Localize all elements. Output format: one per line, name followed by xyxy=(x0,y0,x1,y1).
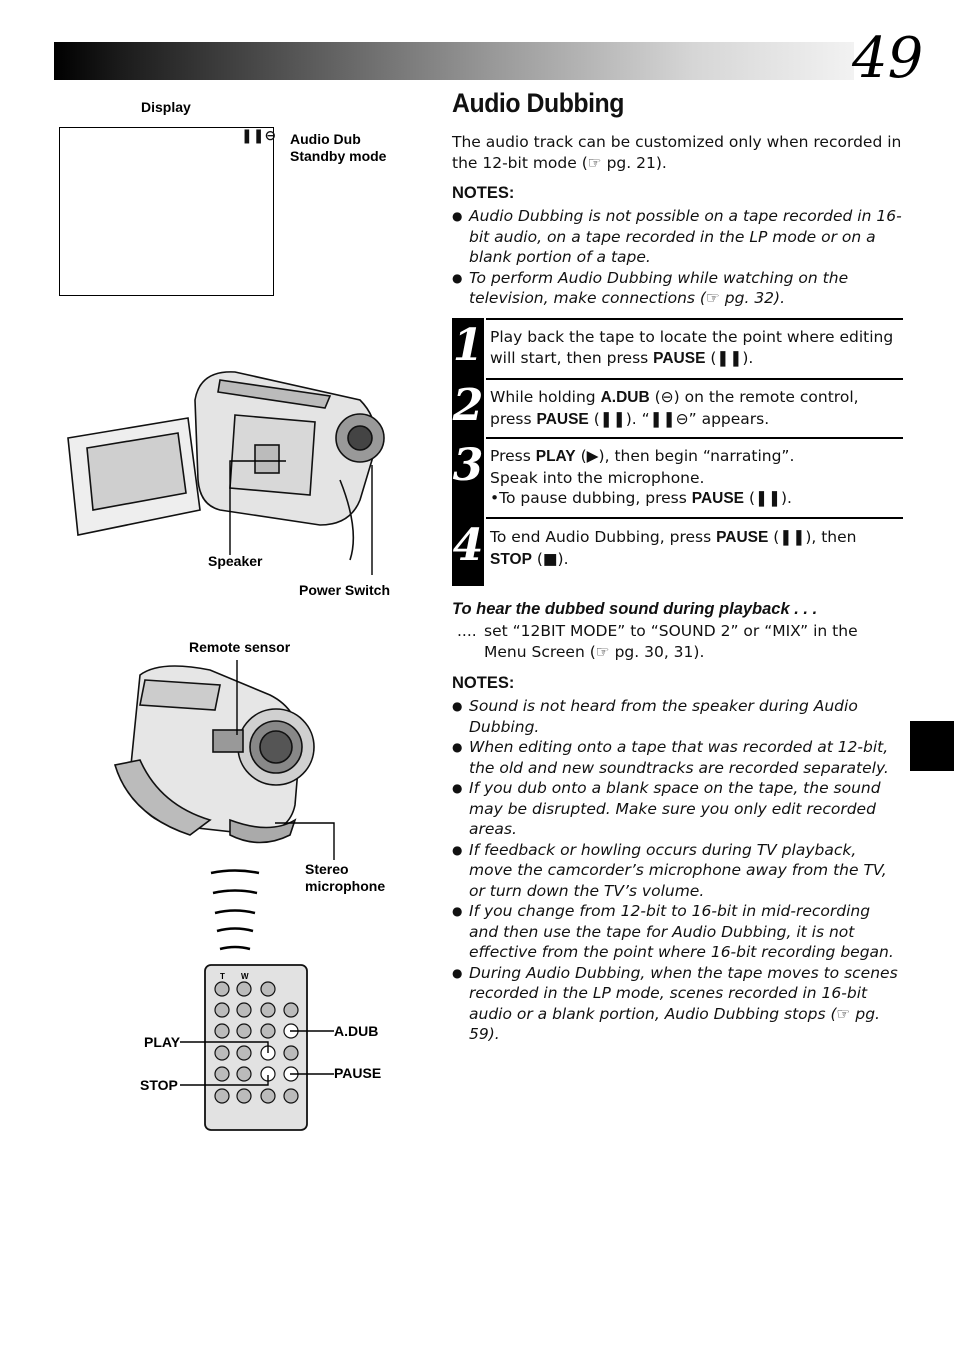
notes2-heading: NOTES: xyxy=(452,674,515,692)
display-screen xyxy=(59,127,277,296)
step-number: 1 xyxy=(452,320,484,371)
stereo-mic-label-line2: microphone xyxy=(305,878,386,894)
remote-callout-lines xyxy=(170,1025,340,1095)
speaker-label: Speaker xyxy=(208,553,263,569)
pause-label: PAUSE xyxy=(334,1065,382,1081)
intro-text: The audio track can be customized only when recorded in the 12-bit mode (☞ pg. 21). xyxy=(452,133,902,172)
note-item: ● During Audio Dubbing, when the tape moves to scenes recorded in the LP mode, scenes recorded in 16-bit audio or a blank portion, Audio Dubbing stops (☞ pg. 59). xyxy=(452,963,904,1045)
note-item: ● Audio Dubbing is not possible on a tape recorded in 16-bit audio, on a tape recorded in the LP mode or on a blank portion of a tape. xyxy=(452,206,902,268)
step-divider xyxy=(486,318,903,320)
notes2-list xyxy=(452,696,904,1045)
stop-label: STOP xyxy=(140,1077,178,1093)
note-item: ● If feedback or howling occurs during TV playback, move the camcorder’s microphone away from the TV, or turn down the TV’s volume. xyxy=(452,840,904,902)
audio-dub-standby-indicator-icon: ❚❚⊖ xyxy=(241,128,277,144)
notes-heading: NOTES: xyxy=(452,184,515,202)
remote-sensor-label: Remote sensor xyxy=(189,639,291,655)
stereo-mic-label-line1: Stereo xyxy=(305,861,349,877)
remote-w-label: W xyxy=(241,972,249,981)
hear-dots: .... xyxy=(457,622,477,640)
note-item: ● When editing onto a tape that was recorded at 12-bit, the old and new soundtracks are recorded separately. xyxy=(452,737,904,778)
hear-text: set “12BIT MODE” to “SOUND 2” or “MIX” in the Menu Screen (☞ pg. 30, 31). xyxy=(484,622,858,661)
header-gradient-bar xyxy=(54,42,854,80)
display-label: Display xyxy=(141,99,191,115)
notes-list xyxy=(452,206,902,309)
mode-label-line2: Standby mode xyxy=(290,148,387,164)
power-switch-label: Power Switch xyxy=(299,582,391,598)
note-item: ● Sound is not heard from the speaker during Audio Dubbing. xyxy=(452,696,904,737)
remote-t-label: T xyxy=(220,972,225,981)
step-number: 4 xyxy=(452,520,484,571)
note-item: ● To perform Audio Dubbing while watching on the television, make connections (☞ pg. 32). xyxy=(452,268,902,309)
camcorder-side-illustration xyxy=(60,360,400,575)
step-text: While holding A.DUB (⊖) on the remote control, press PAUSE (❚❚). “❚❚⊖” appears. xyxy=(490,388,859,428)
step-number: 2 xyxy=(452,380,484,431)
adub-label: A.DUB xyxy=(334,1023,379,1039)
step-divider xyxy=(486,437,903,439)
step-divider xyxy=(486,517,903,519)
note-item: ● If you dub onto a blank space on the tape, the sound may be disrupted. Make sure you only edit recorded areas. xyxy=(452,778,904,840)
step-number: 3 xyxy=(452,440,484,491)
mode-label-line1: Audio Dub xyxy=(290,131,361,147)
step-text: Press PLAY (▶), then begin “narrating”. Speak into the microphone. •To pause dubbing, press PAUSE (❚❚). xyxy=(490,447,795,507)
page-number: 49 xyxy=(852,26,924,91)
camcorder-front-illustration xyxy=(100,655,345,860)
step-text: Play back the tape to locate the point where editing will start, then press PAUSE (❚❚). xyxy=(490,328,894,367)
chapter-side-tab xyxy=(910,721,954,771)
note-item: ● If you change from 12-bit to 16-bit in mid-recording and then use the tape for Audio Dubbing, it is not effective from the point where 16-bit recording began. xyxy=(452,901,904,963)
section-title: Audio Dubbing xyxy=(452,88,624,118)
hear-dubbed-heading: To hear the dubbed sound during playback . . . xyxy=(452,600,818,618)
step-text: To end Audio Dubbing, press PAUSE (❚❚), then STOP (■). xyxy=(490,528,857,568)
step-divider xyxy=(486,378,903,380)
remote-signal-waves-icon xyxy=(205,865,265,957)
play-label: PLAY xyxy=(144,1034,181,1050)
